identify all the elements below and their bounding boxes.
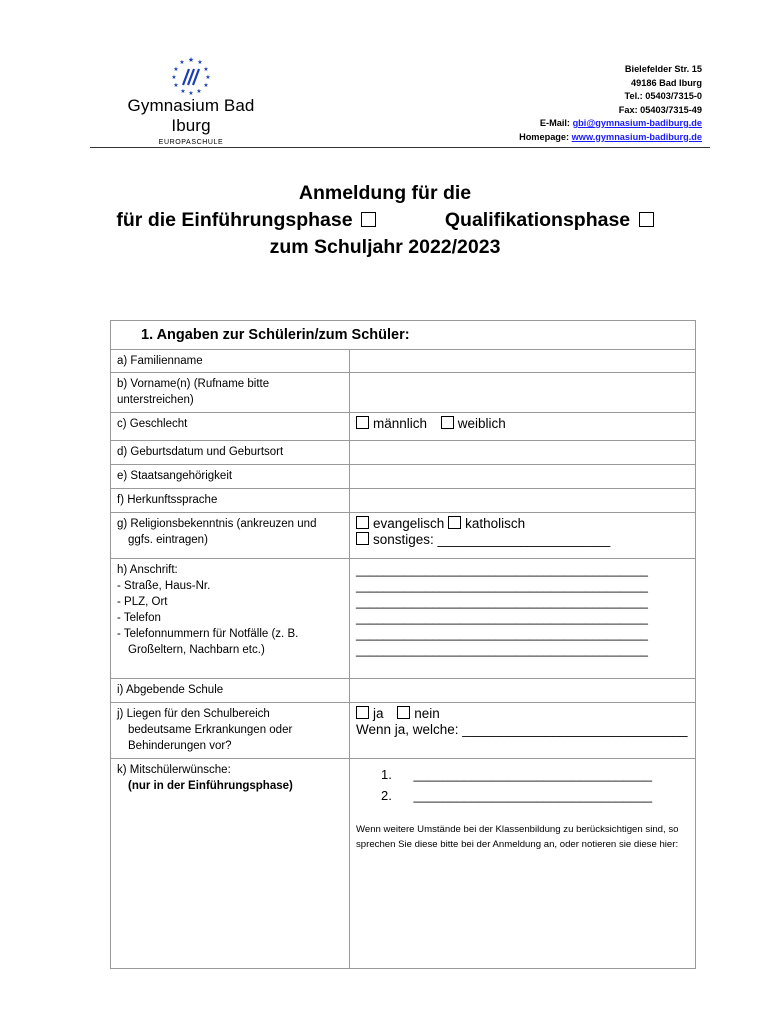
- phone: Tel.: 05403/7315-0: [624, 91, 702, 101]
- field-staatsangehoerigkeit[interactable]: [350, 465, 696, 489]
- option-qualifikationsphase-label: Qualifikationsphase: [444, 209, 631, 231]
- homepage-row: [519, 131, 702, 145]
- evangelisch-label: evangelisch: [373, 516, 445, 531]
- option-einfuehrungsphase-label: für die Einführungsphase: [116, 209, 353, 231]
- qualifikationsphase-checkbox[interactable]: [639, 212, 654, 227]
- anschrift-line: __________________________________________: [356, 579, 648, 593]
- title-line3: zum Schuljahr 2022/2023: [269, 236, 501, 258]
- katholisch-checkbox[interactable]: [448, 516, 461, 529]
- svg-text:★: ★: [187, 56, 195, 64]
- evangelisch-checkbox[interactable]: [356, 516, 369, 529]
- sonstiges-label: sonstiges: _______________________: [373, 532, 611, 547]
- homepage-label: Homepage:: [519, 131, 570, 142]
- anschrift-line: __________________________________________: [356, 627, 648, 641]
- label-herkunftssprache: f) Herkunftssprache: [111, 489, 350, 513]
- weiblich-checkbox[interactable]: [441, 416, 454, 429]
- address-street: Bielefelder Str. 15: [624, 64, 702, 74]
- anschrift-item-cont: Großeltern, Nachbarn etc.): [128, 644, 265, 656]
- header-divider: [90, 147, 710, 148]
- svg-text:★: ★: [197, 59, 203, 66]
- label-familienname: a) Familienname: [111, 350, 350, 373]
- mitschueler-line2: (nur in der Einführungsphase): [128, 780, 293, 792]
- label-abgebende-schule: i) Abgebende Schule: [111, 679, 350, 703]
- field-vorname[interactable]: [350, 373, 696, 413]
- klassenbildung-note: Wenn weitere Umstände bei der Klassenbildung zu berücksichtigen sind, so sprechen Sie diese bitte bei der Anmeldung an, oder notieren sie diese hier:: [356, 824, 679, 850]
- label-anschrift: [111, 559, 350, 679]
- contact-block: [519, 63, 702, 144]
- svg-text:★: ★: [173, 66, 179, 73]
- svg-text:★: ★: [203, 66, 209, 73]
- label-staatsangehoerigkeit: e) Staatsangehörigkeit: [111, 465, 350, 489]
- title-line1: Anmeldung für die: [298, 182, 472, 204]
- field-geburtsdatum[interactable]: [350, 441, 696, 465]
- svg-text:★: ★: [180, 88, 186, 95]
- svg-text:★: ★: [179, 59, 185, 66]
- field-erkrankungen: [350, 703, 696, 759]
- mitschueler-line1: k) Mitschülerwünsche:: [117, 764, 231, 776]
- label-erkrankungen: [111, 703, 350, 759]
- weiblich-label: weiblich: [457, 416, 506, 431]
- anschrift-item: - Telefonnummern für Notfälle (z. B.: [117, 628, 299, 640]
- anschrift-item: - Straße, Haus-Nr.: [117, 580, 211, 592]
- anschrift-line: __________________________________________: [356, 595, 648, 609]
- school-subtitle: EUROPASCHULE: [158, 139, 224, 146]
- ja-label: ja: [373, 706, 384, 721]
- field-geschlecht: [350, 413, 696, 441]
- einfuehrungsphase-checkbox[interactable]: [361, 212, 376, 227]
- maennlich-checkbox[interactable]: [356, 416, 369, 429]
- anschrift-item: - PLZ, Ort: [117, 596, 168, 608]
- label-religion: [111, 513, 350, 559]
- school-name: Gymnasium Bad Iburg: [127, 96, 255, 135]
- field-familienname[interactable]: [350, 350, 696, 373]
- erkrankungen-followup: Wenn ja, welche: ______________________________: [356, 722, 688, 737]
- field-mitschuelerwuensche[interactable]: [350, 759, 696, 969]
- erkrankungen-line2: bedeutsame Erkrankungen oder: [128, 724, 293, 736]
- school-logo: [106, 54, 276, 146]
- nein-checkbox[interactable]: [397, 706, 410, 719]
- anschrift-line: __________________________________________: [356, 563, 648, 577]
- wunsch-line-2: 2. _________________________________: [381, 788, 653, 803]
- nein-label: nein: [414, 706, 440, 721]
- field-religion: [350, 513, 696, 559]
- anschrift-title: h) Anschrift:: [117, 564, 178, 576]
- email-label: E-Mail:: [539, 118, 570, 128]
- anschrift-item: - Telefon: [117, 612, 161, 624]
- svg-text:★: ★: [188, 90, 194, 96]
- label-mitschuelerwuensche: [111, 759, 350, 969]
- anschrift-line: __________________________________________: [356, 611, 648, 625]
- label-geschlecht: c) Geschlecht: [111, 413, 350, 441]
- svg-text:★: ★: [196, 88, 202, 95]
- svg-text:★: ★: [205, 74, 211, 81]
- label-vorname: b) Vorname(n) (Rufname bitte unterstreichen): [111, 373, 350, 413]
- maennlich-label: männlich: [373, 416, 428, 431]
- label-geburtsdatum: d) Geburtsdatum und Geburtsort: [111, 441, 350, 465]
- ja-checkbox[interactable]: [356, 706, 369, 719]
- anschrift-line: __________________________________________: [356, 643, 648, 657]
- title-options: [0, 207, 770, 234]
- field-herkunftssprache[interactable]: [350, 489, 696, 513]
- label-religion-line1: g) Religionsbekenntnis (ankreuzen und: [117, 518, 317, 530]
- svg-text:★: ★: [203, 82, 209, 89]
- sonstiges-checkbox[interactable]: [356, 532, 369, 545]
- form-title: [0, 180, 770, 261]
- school-emblem-icon: [161, 54, 221, 96]
- address-city: 49186 Bad Iburg: [631, 77, 702, 88]
- student-info-table: [110, 320, 696, 969]
- section-heading: 1. Angaben zur Schülerin/zum Schüler:: [111, 321, 696, 350]
- homepage-link[interactable]: www.gymnasium-badiburg.de: [571, 131, 702, 142]
- svg-text:★: ★: [171, 74, 177, 81]
- wunsch-line-1: 1. _________________________________: [381, 767, 653, 782]
- email-row: [519, 117, 702, 131]
- email-link[interactable]: gbi@gymnasium-badiburg.de: [572, 118, 702, 128]
- erkrankungen-line3: Behinderungen vor?: [128, 740, 232, 752]
- field-abgebende-schule[interactable]: [350, 679, 696, 703]
- field-anschrift[interactable]: [350, 559, 696, 679]
- fax: Fax: 05403/7315-49: [618, 104, 702, 115]
- label-religion-line2: ggfs. eintragen): [128, 534, 208, 546]
- katholisch-label: katholisch: [465, 516, 526, 531]
- svg-text:★: ★: [173, 82, 179, 89]
- erkrankungen-line1: j) Liegen für den Schulbereich: [117, 708, 270, 720]
